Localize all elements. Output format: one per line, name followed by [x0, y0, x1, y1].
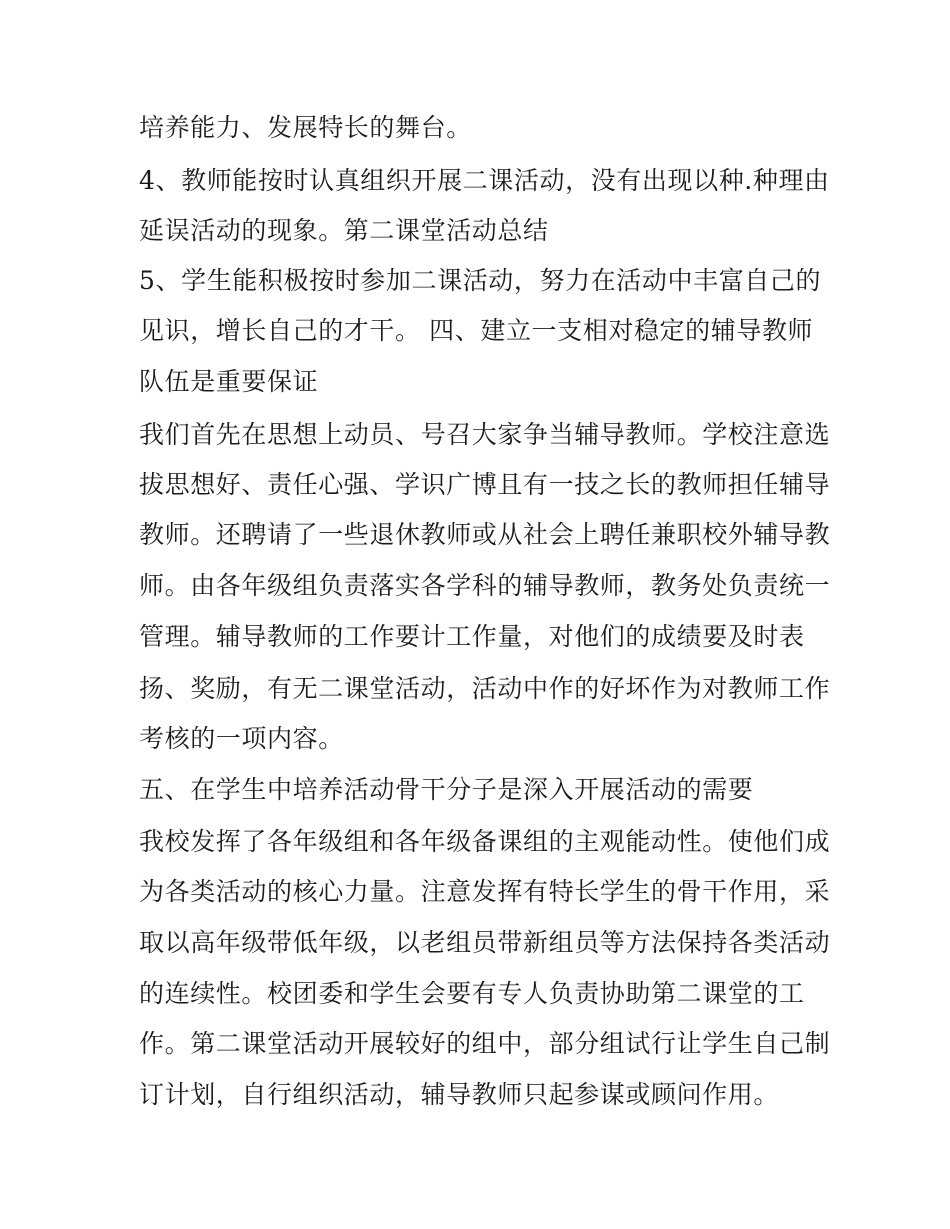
body-line: 扬、奖励，有无二课堂活动，活动中作的好坏作为对教师工作 [139, 674, 831, 703]
body-line: 取以高年级带低年级，以老组员带新组员等方法保持各类活动 [139, 928, 831, 957]
body-line: 拔思想好、责任心强、学识广博且有一技之长的教师担任辅导 [139, 470, 831, 499]
body-line: 我们首先在思想上动员、号召大家争当辅导教师。学校注意选 [139, 420, 831, 449]
body-line: 订计划，自行组织活动，辅导教师只起参谋或顾问作用。 [139, 1080, 780, 1109]
body-line: 教师。还聘请了一些退休教师或从社会上聘任兼职校外辅导教 [139, 520, 831, 549]
body-line: 队伍是重要保证 [139, 367, 319, 396]
body-line: 为各类活动的核心力量。注意发挥有特长学生的骨干作用，采 [139, 877, 831, 906]
body-line: 4、教师能按时认真组织开展二课活动，没有出现以种.种理由 [139, 166, 830, 195]
body-line: 作。第二课堂活动开展较好的组中，部分组试行让学生自己制 [139, 1029, 831, 1058]
body-line: 培养能力、发展特长的舞台。 [139, 113, 472, 142]
body-line: 的连续性。校团委和学生会要有专人负责协助第二课堂的工 [139, 979, 805, 1008]
body-line: 考核的一项内容。 [139, 724, 344, 753]
body-line: 师。由各年级组负责落实各学科的辅导教师，教务处负责统一 [139, 571, 831, 600]
body-line: 5、学生能积极按时参加二课活动，努力在活动中丰富自己的 [139, 266, 822, 295]
body-line: 我校发挥了各年级组和各年级备课组的主观能动性。使他们成 [139, 827, 831, 856]
section-heading: 五、在学生中培养活动骨干分子是深入开展活动的需要 [139, 775, 754, 804]
body-line: 延误活动的现象。第二课堂活动总结 [139, 216, 549, 245]
body-line: 管理。辅导教师的工作要计工作量，对他们的成绩要及时表 [139, 622, 805, 651]
body-line: 见识，增长自己的才干。 四、建立一支相对稳定的辅导教师 [139, 316, 814, 345]
